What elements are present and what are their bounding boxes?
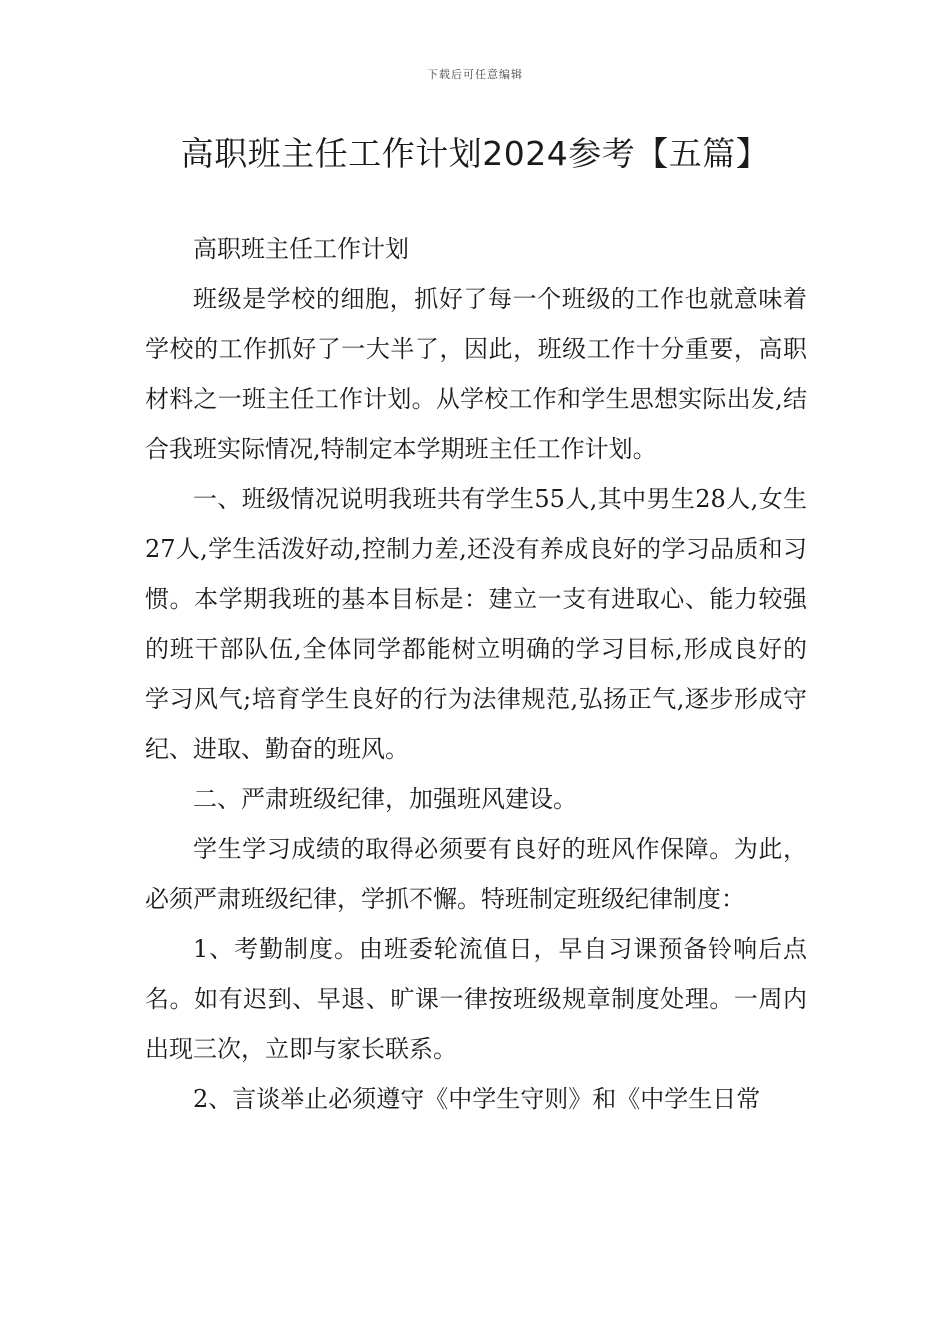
body-paragraph: 班级是学校的细胞，抓好了每一个班级的工作也就意味着学校的工作抓好了一大半了，因此，班级工作十分重要，高职材料之一班主任工作计划。从学校工作和学生思想实际出发,结合我班实际情况,特制定本学期班主任工作计划。 bbox=[145, 285, 807, 463]
body-paragraph: 一、班级情况说明我班共有学生55人,其中男生28人,女生27人,学生活泼好动,控制力差,还没有养成良好的学习品质和习惯。本学期我班的基本目标是：建立一支有进取心、能力较强的班干部队伍,全体同学都能树立明确的学习目标,形成良好的学习风气;培育学生良好的行为法律规范,弘扬正气,逐步形成守纪、进取、勤奋的班风。 bbox=[145, 485, 807, 763]
section-heading: 高职班主任工作计划 bbox=[193, 235, 409, 263]
document-title: 高职班主任工作计划2024参考【五篇】 bbox=[180, 134, 770, 173]
document-body bbox=[145, 224, 807, 1124]
body-paragraph: 学生学习成绩的取得必须要有良好的班风作保障。为此，必须严肃班级纪律，学抓不懈。特班制定班级纪律制度： bbox=[145, 835, 807, 913]
header-note: 下载后可任意编辑 bbox=[427, 68, 523, 81]
body-paragraph: 2、言谈举止必须遵守《中学生守则》和《中学生日常 bbox=[193, 1085, 761, 1113]
body-paragraph: 1、考勤制度。由班委轮流值日，早自习课预备铃响后点名。如有迟到、早退、旷课一律按班级规章制度处理。一周内出现三次，立即与家长联系。 bbox=[145, 935, 807, 1063]
section-heading: 二、严肃班级纪律，加强班风建设。 bbox=[193, 785, 577, 813]
